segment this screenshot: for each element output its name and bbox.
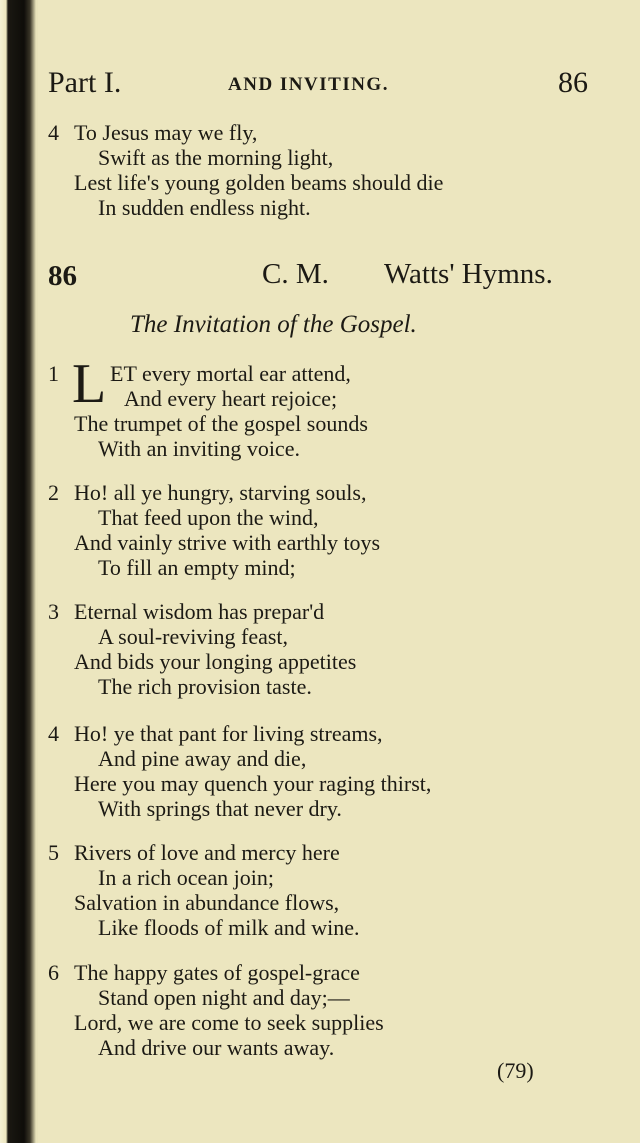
- verse-line: And pine away and die,: [98, 746, 307, 771]
- verse-line: ET every mortal ear attend,: [110, 361, 351, 386]
- verse-number: 2: [48, 480, 59, 505]
- verse-line: To fill an empty mind;: [98, 555, 296, 580]
- verse-line: Rivers of love and mercy here: [74, 840, 340, 865]
- verse-line: To Jesus may we fly,: [74, 120, 258, 145]
- verse-line: And every heart rejoice;: [124, 386, 338, 411]
- verse-number: 4: [48, 721, 59, 746]
- verse-line: In a rich ocean join;: [98, 865, 274, 890]
- verse-line: The trumpet of the gospel sounds: [74, 411, 368, 436]
- verse-number: 4: [48, 120, 59, 145]
- verse-line: Salvation in abundance flows,: [74, 890, 340, 915]
- verse-number: 6: [48, 960, 59, 985]
- hymn-source: Watts' Hymns.: [384, 258, 553, 290]
- verse-line: Stand open night and day;—: [98, 985, 350, 1010]
- verse-line: The happy gates of gospel-grace: [74, 960, 360, 985]
- running-header-page-number: 86: [558, 66, 588, 99]
- verse-line: And bids your longing appetites: [74, 649, 357, 674]
- verse-line: Swift as the morning light,: [98, 145, 334, 170]
- drop-cap-letter: L: [72, 353, 107, 415]
- verse-line: That feed upon the wind,: [98, 505, 319, 530]
- hymn-title: The Invitation of the Gospel.: [130, 311, 417, 338]
- verse-line: In sudden endless night.: [98, 195, 311, 220]
- verse-line: And vainly strive with earthly toys: [74, 530, 381, 555]
- hymn-meter: C. M.: [262, 258, 329, 290]
- verse-line: And drive our wants away.: [98, 1035, 335, 1060]
- running-header-part: Part I.: [48, 66, 122, 99]
- verse-line: With springs that never dry.: [98, 796, 342, 821]
- verse-line: Here you may quench your raging thirst,: [74, 771, 432, 796]
- verse-line: Ho! ye that pant for living streams,: [74, 721, 383, 746]
- verse-line: Eternal wisdom has prepar'd: [74, 599, 325, 624]
- verse-line: Ho! all ye hungry, starving souls,: [74, 480, 367, 505]
- verse-number: 3: [48, 599, 59, 624]
- verse-line: The rich provision taste.: [98, 674, 312, 699]
- verse-number: 5: [48, 840, 59, 865]
- footer-page-label: (79): [497, 1058, 534, 1083]
- verse-line: Lord, we are come to seek supplies: [74, 1010, 384, 1035]
- running-header-section: AND INVITING.: [228, 74, 389, 95]
- hymn-number: 86: [48, 260, 77, 292]
- verse-line: Lest life's young golden beams should die: [74, 170, 444, 195]
- verse-line: Like floods of milk and wine.: [98, 915, 360, 940]
- verse-number: 1: [48, 361, 59, 386]
- verse-line: A soul-reviving feast,: [98, 624, 289, 649]
- verse-line: With an inviting voice.: [98, 436, 300, 461]
